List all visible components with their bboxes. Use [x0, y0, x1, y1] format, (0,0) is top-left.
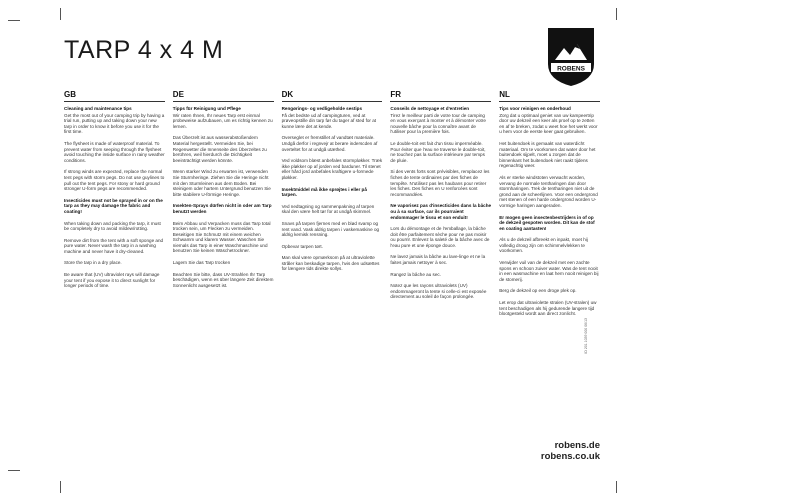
paragraph: Få det bedste ud af campingturen, ved at prøveopstille din tarp før du tager af sted for at kunne lære det at kende. — [281, 112, 377, 129]
language-code: DK — [282, 90, 383, 102]
language-code: GB — [64, 90, 165, 102]
paragraph: Notez que les rayons ultraviolets (UV) endommageront la tente si celle-ci est exposée directement au soleil de façon prolongée. — [390, 283, 487, 300]
paragraph: Beachten Sie bitte, dass UV-Strahlen Ihr Tarp beschädigen, wenn es über längere Zeit direktem Sonnenlicht ausgesetzt ist. — [172, 271, 274, 288]
paragraph: Opbevar tarpen tørt. — [281, 243, 323, 249]
section-heading: Cleaning and maintenance tips — [64, 106, 132, 111]
crop-mark — [8, 470, 20, 471]
crop-mark — [60, 8, 61, 20]
language-code: FR — [390, 90, 491, 102]
paragraph: Das Überzelt ist aus wasserabstoßendem Material hergestellt. Vermeiden Sie, bei Regenwetter die Innenseite des Überzeltes zu berühren, weil hierdurch die Dichtigkeit beeinträchtigt werden könnte. — [172, 135, 267, 163]
paragraph: When taking down and packing the tarp, it must be completely dry to avoid mildew/rotting. — [64, 220, 161, 232]
paragraph: If strong winds are expected, replace the normal tent pegs with storm pegs. Do not use guylines to pull out the tent pegs. For stony or hard ground stronger U-form pegs are recommended. — [64, 169, 165, 192]
paragraph: Zorg dat u optimaal geniet van uw kampeertrip door uw dekzeil een keer als proef op te zetten en af te breken, zodat u weet hoe het werkt voor u hem voor de eerste keer gaat gebruiken. — [499, 112, 598, 135]
column-dk — [282, 90, 383, 323]
section-heading: Tipps für Reinigung und Pflege — [172, 106, 241, 111]
crop-mark — [8, 20, 20, 21]
logo-text: ROBENS — [557, 65, 585, 73]
section-heading: Rengørings- og vedligeholde sestips — [281, 106, 362, 111]
product-code: ID 201 1039 000 06/13 — [584, 318, 588, 354]
paragraph: Als er sterke windstoten verwacht worden, vervang de normale tentharingen dan door stormharingen. Trek de tentharingen niet uit de grond aan de scheerlijnen. Voor een ondergrond met stenen of een harde ondergrond worden U-vormige haringen aangeraden. — [499, 174, 598, 208]
crop-mark — [60, 481, 61, 493]
warning-paragraph: Er mogen geen insectenbestrijders in of op de dekzeil gespoten worden. Dit kan de stof en coating aantasten! — [499, 214, 595, 231]
paragraph: Rangez la bâche au sec. — [390, 271, 441, 277]
column-de — [173, 90, 274, 323]
section-heading: Tips voor reinigen en onderhoud — [499, 106, 571, 111]
paragraph: Be aware that (UV) ultraviolet rays will damage your tent if you expose it to direct sunlight for longer periods of time. — [64, 272, 160, 289]
paragraph: Wir raten Ihnen, Ihr neues Tarp erst einmal probeweise aufzubauen, um es richtig kennen zu lernen. — [172, 112, 273, 129]
column-nl — [499, 90, 600, 323]
paragraph: Get the most out of your camping trip by having a trial run, putting up and taking down your new tarp in order to know it before you use it for the first time. — [64, 112, 165, 135]
paragraph: Overseglet er fremstillet af vandtæt materiale. Undgå derfor i regnvejr at berøre inderscden af overteltet for at undgå utæthed. — [281, 135, 378, 152]
paragraph: Het buitendoek is gemaakt van waterdicht materiaal. Om te voorkomen dat water door het buitendoek sijpelt, moet u zorgen dat de binnenkant het buitendoek niet raakt tijdens regenachtig weer. — [499, 140, 596, 169]
section-heading: Conseils de nettoyage et d'entretien — [390, 106, 470, 111]
paragraph: Als u de dekzeil afbreekt en inpakt, moet hij volledig droog zijn om schimmelvlekken te voorkomen. — [499, 237, 588, 254]
language-columns — [64, 90, 600, 323]
footer-link-de[interactable]: robens.de — [554, 440, 600, 451]
paragraph: Si des vents forts sont prévisibles, remplacez les fiches de tente ordinaires par des fiches de tempête. N'utilisez pas les haubans pour retirer les fiches. Des fiches en U renforcées sont recommandées. — [390, 169, 490, 197]
crop-mark — [616, 8, 617, 20]
paragraph: Tirez le meilleur parti de votre tour de camping en vous exerçant à monter et à démonter votre nouvelle bâche pour la connaître avant de l'utiliser pour la première fois. — [390, 112, 486, 135]
warning-paragraph: Insektmiddel må ikke sprøjtes i eller på tarpen. — [281, 186, 367, 198]
warning-paragraph: Ne vaporisez pas d'insecticides dans la bâche ou à sa surface, car ils pourraient endommager le tissu et son enduit! — [390, 203, 492, 220]
paragraph: Ne lavez jamais la bâche au lave-linge et ne la faites jamais nettoyer à sec. — [390, 254, 486, 266]
paragraph: Beim Abbau und Verpacken muss das Tarp total trocken sein, um Flecken zu vermeiden. Beseitigen Sie Schmutz mit einem weichen Schwamm und klarem Wasser. Waschen Sie niemals das Tarp in einer Waschmaschine und benutzen Sie keinen Wäschetrockner. — [172, 220, 271, 254]
paragraph: The flysheet is made of waterproof material. To prevent water from seeping through the flysheet avoid touching the inside surface in rainy weather conditions. — [64, 140, 165, 163]
paragraph: Wenn starker Wind zu erwarten ist, verwenden Sie Sturmheringe. Ziehen Sie die Heringe nicht mit den Sturmleinen aus dem Boden. Bei steinigem oder hartem Untergrund benutzen Sie bitte stabilere U-förmige Heringe. — [172, 169, 271, 197]
paragraph: Let erop dat ultraviolette stralen (UV-stralen) uw tent beschadigen als hij gedurende langere tijd blootgesteld wordt aan direct zonlicht. — [499, 300, 597, 317]
footer-links — [540, 440, 600, 462]
paragraph: Ved nedtagning og sammenpakning af tarpen skal den være helt tør for at undgå skimmel. — [281, 203, 375, 215]
footer-link-uk[interactable]: robens.co.uk — [540, 451, 600, 462]
warning-paragraph: Insecticides must not be sprayed in or on the tarp as they may damage the fabric and coating! — [64, 197, 163, 214]
column-fr — [390, 90, 491, 323]
paragraph: Verwijder vuil van de dekzeil met een zachte spons en schoon zuiver water. Was de tent nooit in een wasmachine en laat hem nooit reinigen bij de stomerij. — [499, 260, 599, 282]
language-code: DE — [173, 90, 274, 102]
column-gb — [64, 90, 165, 323]
language-code: NL — [499, 90, 600, 102]
paragraph: Lagern Sie das Tarp trocken — [172, 260, 231, 266]
paragraph: Snavs på tarpen fjernes med en blød svamp og rent vand. Vask aldrig tarpen i vaskemaskine og aldrig kemisk rensning. — [281, 220, 380, 238]
robens-logo — [542, 24, 600, 88]
document-title: TARP 4 x 4 M — [64, 36, 224, 64]
paragraph: Ved voldsom blæst anbefales stormpløkker. Træk ikke pløkker op af jorden ved barduner. Til stenet eller hård jord anbefales kraftigere u-formede pløkker. — [281, 158, 383, 180]
warning-paragraph: Insekten-Sprays dürfen nicht in oder am Tarp benutzt werden — [172, 203, 272, 214]
paragraph: Le double-toit est fait d'un tissu imperméable. Pour éviter que l'eau ne traverse le double-toit, ne touchez pas la surface intérieure par temps de pluie. — [390, 140, 486, 163]
paragraph: Man skal være opmærksom på at ultraviolette stråler kan beskadige tarpen, hvis den udsættes for længere tids direkte sollys. — [281, 255, 380, 272]
paragraph: Lors du démontage et de l'emballage, la bâche doit être parfaitement sèche pour ne pas moisir ou pourrir. Enlevez la saleté de la bâche avec de l'eau pure et une éponge douce. — [390, 226, 490, 248]
paragraph: Remove dirt from the tent with a soft sponge and pure water. Never wash the tarp in a washing machine and never have it dry-cleaned. — [64, 237, 164, 254]
crop-mark — [616, 481, 617, 493]
paragraph: Berg de dekzeil op een droge plek op. — [499, 288, 577, 294]
paragraph: Store the tarp in a dry place. — [64, 260, 122, 266]
